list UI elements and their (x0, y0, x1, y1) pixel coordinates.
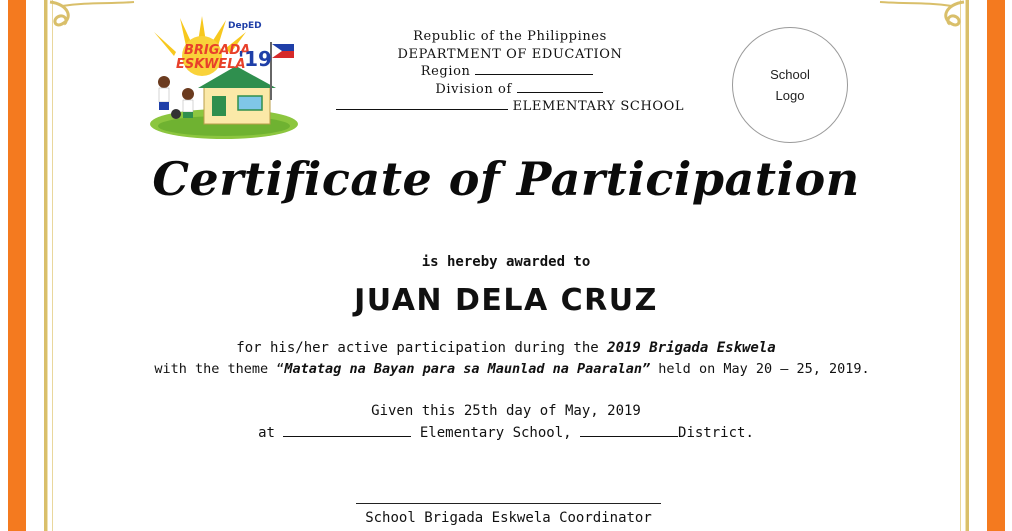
school-logo-line1: School (770, 67, 810, 82)
signature-label: School Brigada Eskwela Coordinator (365, 510, 652, 526)
header-department: DEPARTMENT OF EDUCATION (397, 46, 623, 62)
region-label: Region (420, 64, 471, 79)
recipient-name: JUAN DELA CRUZ (354, 283, 658, 318)
division-blank (517, 81, 603, 93)
logo-line2: ESKWELA (176, 57, 246, 72)
district-label: District. (678, 425, 754, 441)
certificate-title: Certificate of Participation (152, 152, 860, 206)
header-school (330, 98, 690, 116)
district-blank (580, 425, 678, 437)
theme-pre: with the theme “ (154, 361, 285, 377)
event-name: 2019 Brigada Eskwela (607, 340, 776, 356)
given-line: Given this 25th day of May, 2019 (371, 403, 641, 419)
school-name-blank (336, 98, 508, 110)
at-label: at (258, 425, 275, 441)
school-blank (283, 425, 411, 437)
school-logo-line2: Logo (775, 88, 805, 103)
header-division (330, 81, 690, 99)
deped-brand: DepED (228, 21, 262, 31)
brigada-eskwela-logo (146, 16, 298, 140)
certificate-header (330, 28, 690, 116)
header-republic: Republic of the Philippines (413, 29, 607, 44)
participation-line (0, 340, 1012, 356)
brigada-eskwela-illustration (146, 16, 298, 140)
logo-line1: BRIGADA (184, 43, 251, 58)
corner-flourish-left-icon (48, 0, 138, 34)
signature-line (356, 503, 661, 504)
corner-flourish-right-icon (876, 0, 966, 34)
region-blank (475, 63, 593, 75)
logo-year: '19 (238, 47, 272, 71)
header-region (330, 63, 690, 81)
school-logo-placeholder (732, 27, 848, 143)
theme-text: Matatag na Bayan para sa Maunlad na Paaralan” (284, 361, 651, 377)
participation-pre: for his/her active participation during the (236, 340, 608, 356)
school-suffix: ELEMENTARY SCHOOL (512, 99, 685, 114)
division-label: Division of (435, 81, 512, 97)
awarded-text: is hereby awarded to (421, 254, 591, 270)
theme-post: held on May 20 – 25, 2019. (650, 361, 870, 377)
school-label: Elementary School, (419, 425, 572, 441)
theme-line (6, 361, 1012, 377)
location-line (0, 425, 1012, 441)
